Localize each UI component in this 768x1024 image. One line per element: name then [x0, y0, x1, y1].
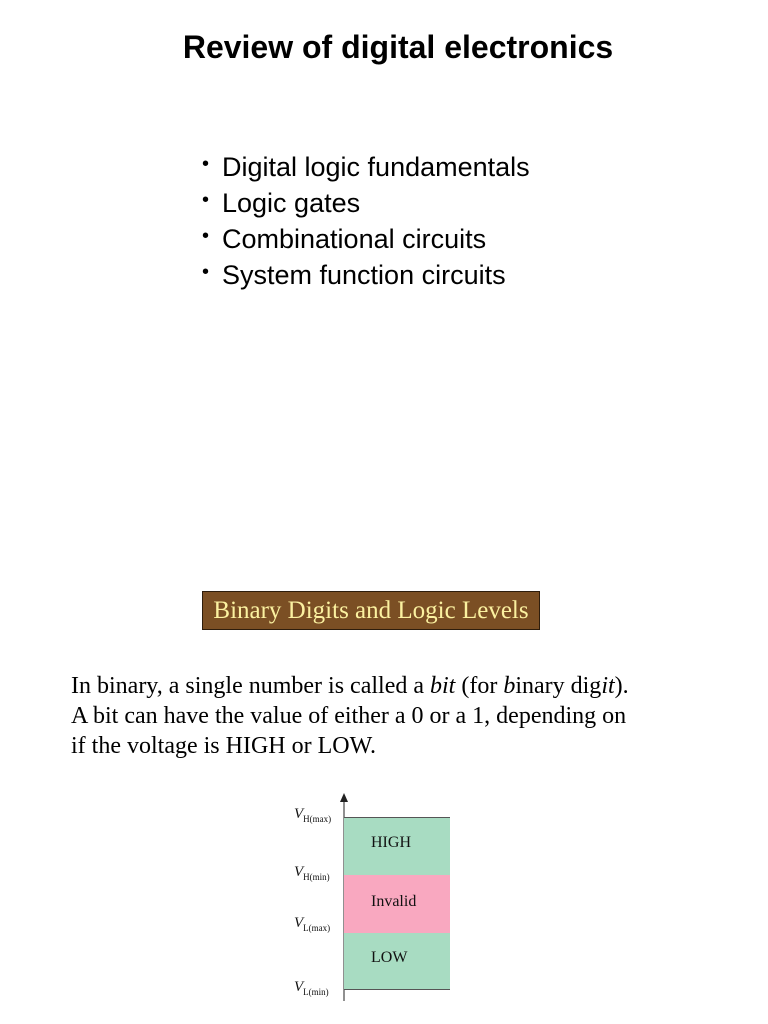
level-subscript: L(max) — [303, 923, 331, 933]
paragraph-line: if the voltage is HIGH or LOW. — [71, 733, 377, 759]
level-subscript: H(max) — [303, 814, 332, 824]
list-item-label: Combinational circuits — [222, 224, 487, 254]
bullet-marker: • — [202, 261, 210, 283]
level-symbol: V — [294, 915, 304, 931]
list-item — [202, 257, 530, 293]
level-label-vl-max — [294, 914, 330, 932]
paragraph-line: A bit can have the value of either a 0 or a 1, depending on — [71, 703, 627, 729]
topic-list — [202, 149, 530, 293]
list-item-label: Logic gates — [222, 188, 361, 218]
page-title: Review of digital electronics — [182, 29, 614, 65]
list-item-label: System function circuits — [222, 260, 506, 290]
bullet-marker: • — [202, 225, 210, 247]
body-paragraph — [71, 671, 731, 761]
text-run-italic: it — [601, 673, 615, 699]
high-band — [344, 817, 450, 875]
section-heading: Binary Digits and Logic Levels — [202, 591, 540, 630]
band-label-low: LOW — [371, 949, 408, 966]
bullet-marker: • — [202, 189, 210, 211]
level-symbol: V — [294, 979, 304, 995]
text-run: inary dig — [515, 673, 602, 699]
level-symbol: V — [294, 806, 304, 822]
text-run: In binary, a single number is called a — [71, 673, 430, 699]
text-run: (for — [455, 673, 504, 699]
level-symbol: V — [294, 864, 304, 880]
list-item-label: Digital logic fundamentals — [222, 152, 530, 182]
band-label-invalid: Invalid — [371, 893, 417, 910]
text-run-italic: bit — [430, 673, 456, 699]
band-label-high: HIGH — [371, 834, 411, 851]
low-band — [344, 933, 450, 990]
axis-arrowhead — [340, 793, 348, 802]
text-run: ). — [614, 673, 629, 699]
bullet-marker: • — [202, 153, 210, 175]
level-label-vh-min — [294, 863, 330, 881]
level-label-vl-min — [294, 978, 329, 996]
invalid-band — [344, 875, 450, 933]
level-subscript: L(min) — [303, 987, 329, 997]
list-item — [202, 185, 530, 221]
paragraph-line — [71, 671, 731, 701]
list-item — [202, 149, 530, 185]
level-subscript: H(min) — [303, 872, 330, 882]
level-label-vh-max — [294, 805, 331, 823]
logic-level-diagram — [280, 787, 460, 1007]
list-item — [202, 221, 530, 257]
text-run-italic: b — [503, 673, 516, 699]
